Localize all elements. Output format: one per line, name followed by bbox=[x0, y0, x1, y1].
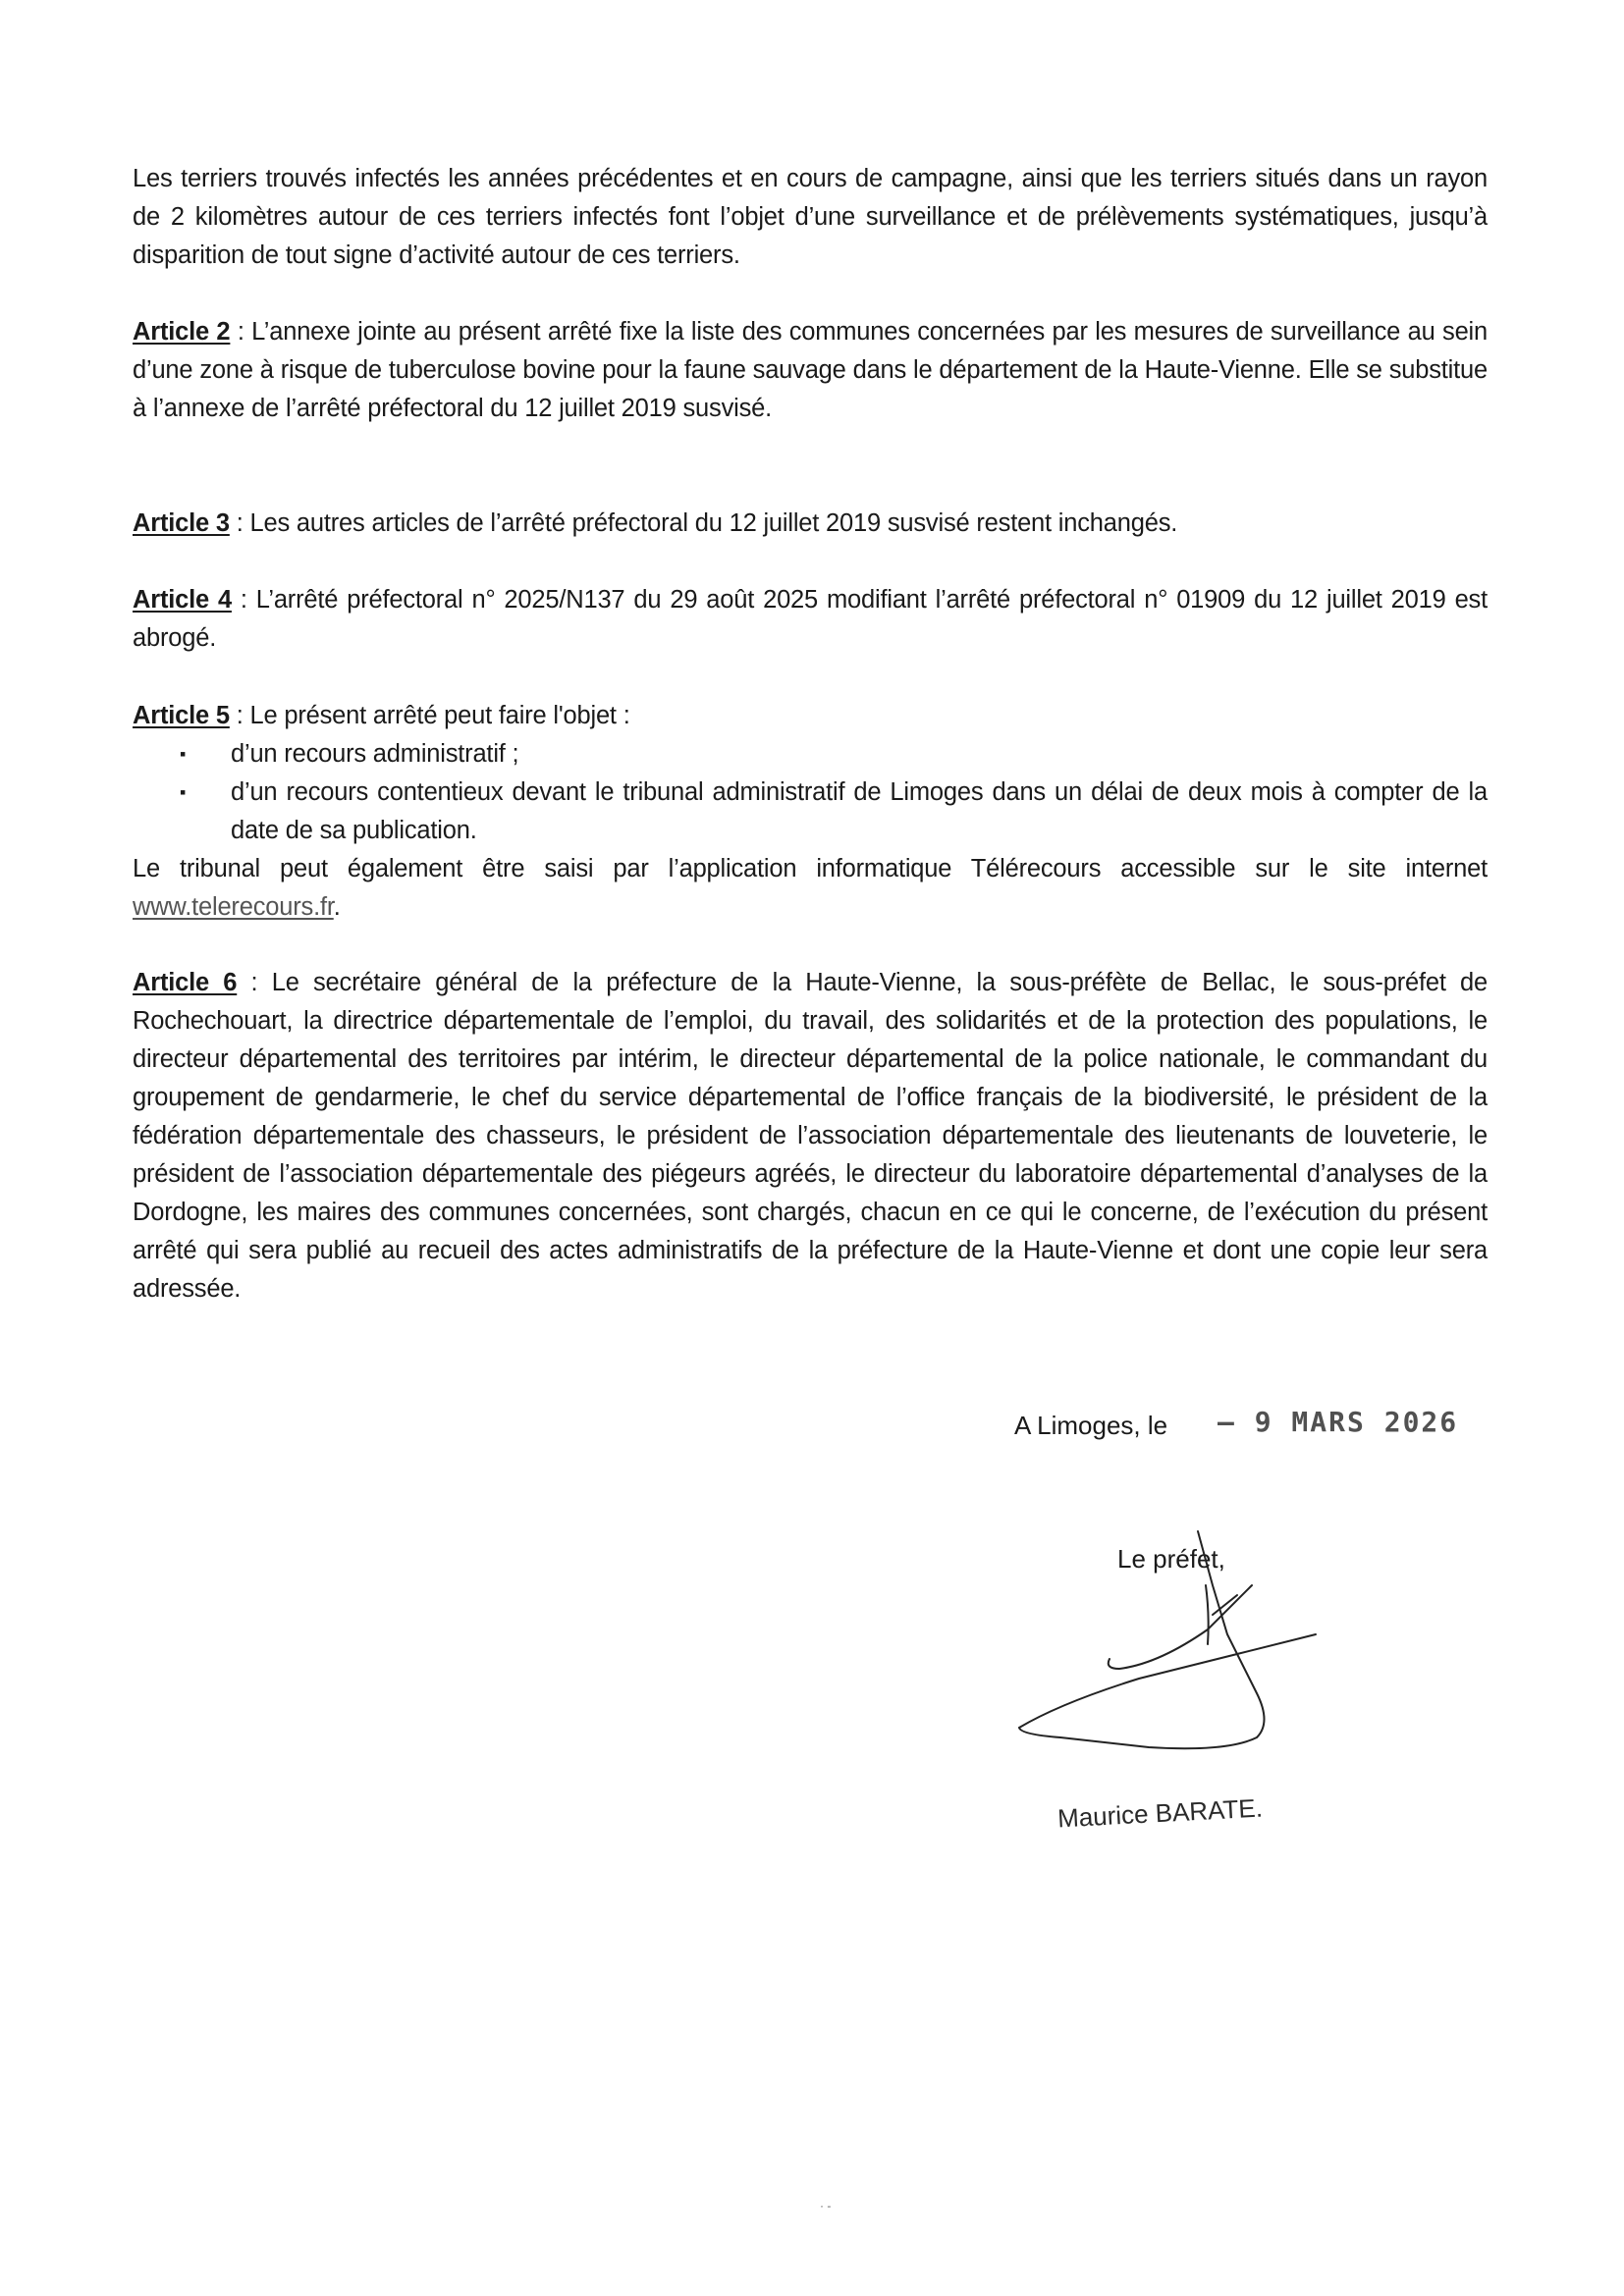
intro-paragraph: Les terriers trouvés infectés les années précédentes et en cours de campagne, ainsi que les terriers situés dans un rayon de 2 kilomètres autour de ces terriers infectés font l’objet d’une surveillance et de prélèvements systématiques, jusqu’à disparition de tout signe d’activité autour de ces terriers. bbox=[133, 165, 1488, 269]
list-item bbox=[133, 774, 1488, 850]
article-6 bbox=[133, 964, 1488, 1308]
telerecours-link[interactable]: www.telerecours.fr bbox=[133, 893, 334, 921]
bullet-icon: ▪ bbox=[180, 782, 187, 802]
list-item bbox=[133, 735, 1488, 774]
article-2 bbox=[133, 313, 1488, 428]
article-2-label: Article 2 bbox=[133, 318, 231, 346]
bullet-text: d’un recours administratif ; bbox=[231, 740, 519, 768]
article-5 bbox=[133, 697, 1488, 927]
telerecours-period: . bbox=[333, 893, 341, 921]
article-4-label: Article 4 bbox=[133, 586, 232, 614]
bullet-icon: ▪ bbox=[180, 744, 187, 764]
date-stamp: – 9 MARS 2026 bbox=[1218, 1406, 1459, 1438]
article-4-text: : L’arrêté préfectoral n° 2025/N137 du 29 août 2025 modifiant l’arrêté préfectoral n° 01909 du 12 juillet 2019 est abrogé. bbox=[133, 586, 1488, 652]
article-3 bbox=[133, 505, 1488, 543]
signatory-name: Maurice BARATE. bbox=[1056, 1792, 1264, 1834]
article-5-label: Article 5 bbox=[133, 702, 230, 729]
article-6-label: Article 6 bbox=[133, 969, 238, 996]
telerecours-text: Le tribunal peut également être saisi par l’application informatique Télérecours accessible sur le site internet bbox=[133, 855, 1488, 882]
signatory-title: Le préfet, bbox=[1117, 1544, 1225, 1574]
bullet-text: d’un recours contentieux devant le tribunal administratif de Limoges dans un délai de deux mois à compter de la date de sa publication. bbox=[231, 778, 1488, 844]
article-6-text: : Le secrétaire général de la préfecture de la Haute-Vienne, la sous-préfète de Bellac, le sous-préfet de Rochechouart, la directrice départementale de l’emploi, du travail, des solidarités et de la protection des populations, le directeur départemental des territoires par intérim, le directeur départemental de la police nationale, le commandant du groupement de gendarmerie, le chef du service départemental de l’office français de la biodiversité, le président de la fédération départementale des chasseurs, le président de l’association départementale des lieutenants de louveterie, le président de l’association départementale des piégeurs agréés, le directeur du laboratoire départemental d’analyses de la Dordogne, les maires des communes concernées, sont chargés, chacun en ce qui le concerne, de l’exécution du présent arrêté qui sera publié au recueil des actes administratifs de la préfecture de la Haute-Vienne et dont une copie leur sera adressée. bbox=[133, 969, 1488, 1303]
article-3-label: Article 3 bbox=[133, 509, 230, 537]
article-4 bbox=[133, 581, 1488, 658]
page-mark: · - bbox=[820, 2199, 832, 2213]
signature-place: A Limoges, le bbox=[1014, 1411, 1168, 1440]
article-2-text: : L’annexe jointe au présent arrêté fixe la liste des communes concernées par les mesures de surveillance au sein d’une zone à risque de tuberculose bovine pour la faune sauvage dans le département de la Haute-Vienne. Elle se substitue à l’annexe de l’arrêté préfectoral du 12 juillet 2019 susvisé. bbox=[133, 318, 1488, 422]
recourse-list bbox=[133, 735, 1488, 850]
article-3-text: : Les autres articles de l’arrêté préfectoral du 12 juillet 2019 susvisé restent inchangés. bbox=[229, 509, 1178, 537]
handwritten-signature-icon bbox=[1001, 1526, 1335, 1772]
article-5-text: : Le présent arrêté peut faire l'objet : bbox=[229, 702, 630, 729]
